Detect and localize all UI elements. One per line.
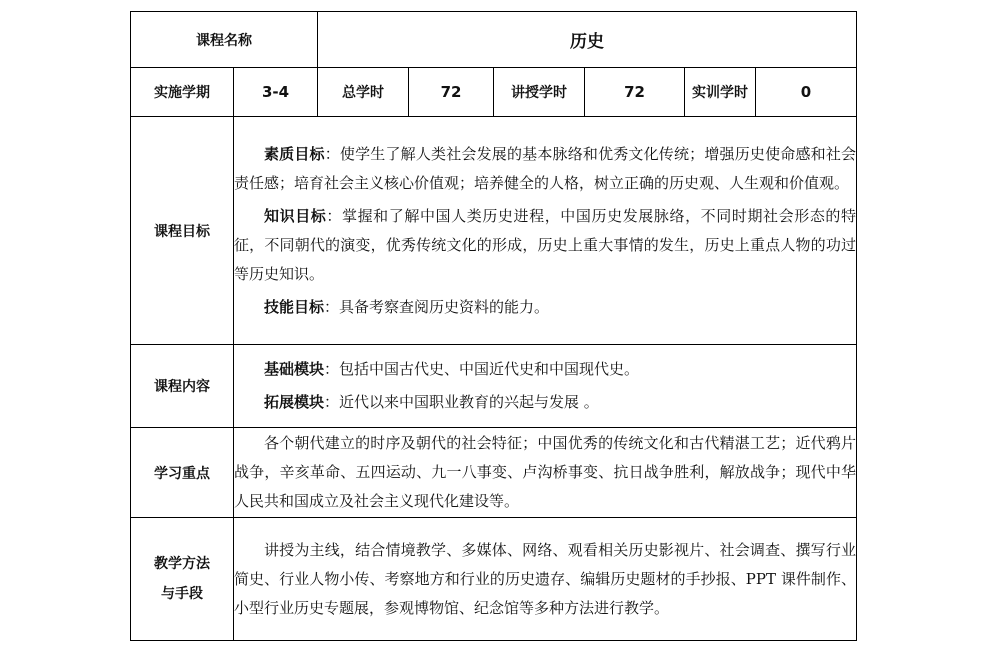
- focus-content: [234, 428, 857, 518]
- quality-objective-text: ：使学生了解人类社会发展的基本脉络和优秀文化传统；增强历史使命感和社会责任感；培育社会主义核心价值观；培养健全的人格，树立正确的历史观、人生观和价值观。: [234, 144, 857, 192]
- basic-module-text: ：包括中国古代史、中国近代史和中国现代史。: [324, 360, 640, 378]
- skill-objective-title: 技能目标: [264, 297, 325, 316]
- hours-row: [131, 68, 857, 117]
- methods-content: [234, 518, 857, 641]
- focus-label: 学习重点: [131, 428, 234, 518]
- basic-module: [234, 355, 856, 384]
- methods-label-line2: 与手段: [161, 586, 203, 602]
- content-row: [131, 345, 857, 428]
- methods-label: [131, 518, 234, 641]
- skill-objective: [234, 293, 856, 322]
- objectives-content: [234, 117, 857, 345]
- objectives-row: [131, 117, 857, 345]
- quality-objective-title: 素质目标: [264, 144, 325, 163]
- extended-module-title: 拓展模块: [264, 393, 325, 411]
- content-label: 课程内容: [131, 345, 234, 428]
- methods-text: 讲授为主线，结合情境教学、多媒体、网络、观看相关历史影视片、社会调查、撰写行业简史、行业人物小传、考察地方和行业的历史遗存、编辑历史题材的手抄报、PPT 课件制作、小型行业历史专题展，参观博物馆、纪念馆等多种方法进行教学。: [234, 540, 857, 617]
- lecture-hours-value: 72: [585, 68, 685, 117]
- methods-row: [131, 518, 857, 641]
- methods-label-line1: 教学方法: [154, 556, 210, 572]
- objectives-label: 课程目标: [131, 117, 234, 345]
- total-hours-value: 72: [409, 68, 494, 117]
- basic-module-title: 基础模块: [264, 360, 325, 378]
- semester-label: 实施学期: [131, 68, 234, 117]
- course-name-label: 课程名称: [131, 12, 318, 68]
- course-name-value: 历史: [318, 12, 857, 68]
- content-body: [234, 345, 857, 428]
- semester-value: 3-4: [234, 68, 318, 117]
- practice-hours-label: 实训学时: [685, 68, 756, 117]
- knowledge-objective-title: 知识目标: [264, 206, 327, 225]
- skill-objective-text: ：具备考察查阅历史资料的能力。: [324, 297, 550, 316]
- focus-text: 各个朝代建立的时序及朝代的社会特征；中国优秀的传统文化和古代精湛工艺；近代鸦片战争，辛亥革命、五四运动、九一八事变、卢沟桥事变、抗日战争胜利，解放战争；现代中华人民共和国成立及社会主义现代化建设等。: [234, 434, 857, 510]
- focus-row: [131, 428, 857, 518]
- lecture-hours-label: 讲授学时: [494, 68, 585, 117]
- course-info-table: [130, 11, 857, 641]
- total-hours-label: 总学时: [318, 68, 409, 117]
- extended-module: [234, 388, 856, 417]
- course-name-row: [131, 12, 857, 68]
- extended-module-text: ：近代以来中国职业教育的兴起与发展 。: [324, 393, 599, 411]
- practice-hours-value: 0: [756, 68, 857, 117]
- quality-objective: [234, 140, 856, 198]
- knowledge-objective: [234, 202, 856, 289]
- knowledge-objective-text: ：掌握和了解中国人类历史进程，中国历史发展脉络，不同时期社会形态的特征，不同朝代的演变，优秀传统文化的形成，历史上重大事情的发生，历史上重点人物的功过等历史知识。: [234, 206, 857, 283]
